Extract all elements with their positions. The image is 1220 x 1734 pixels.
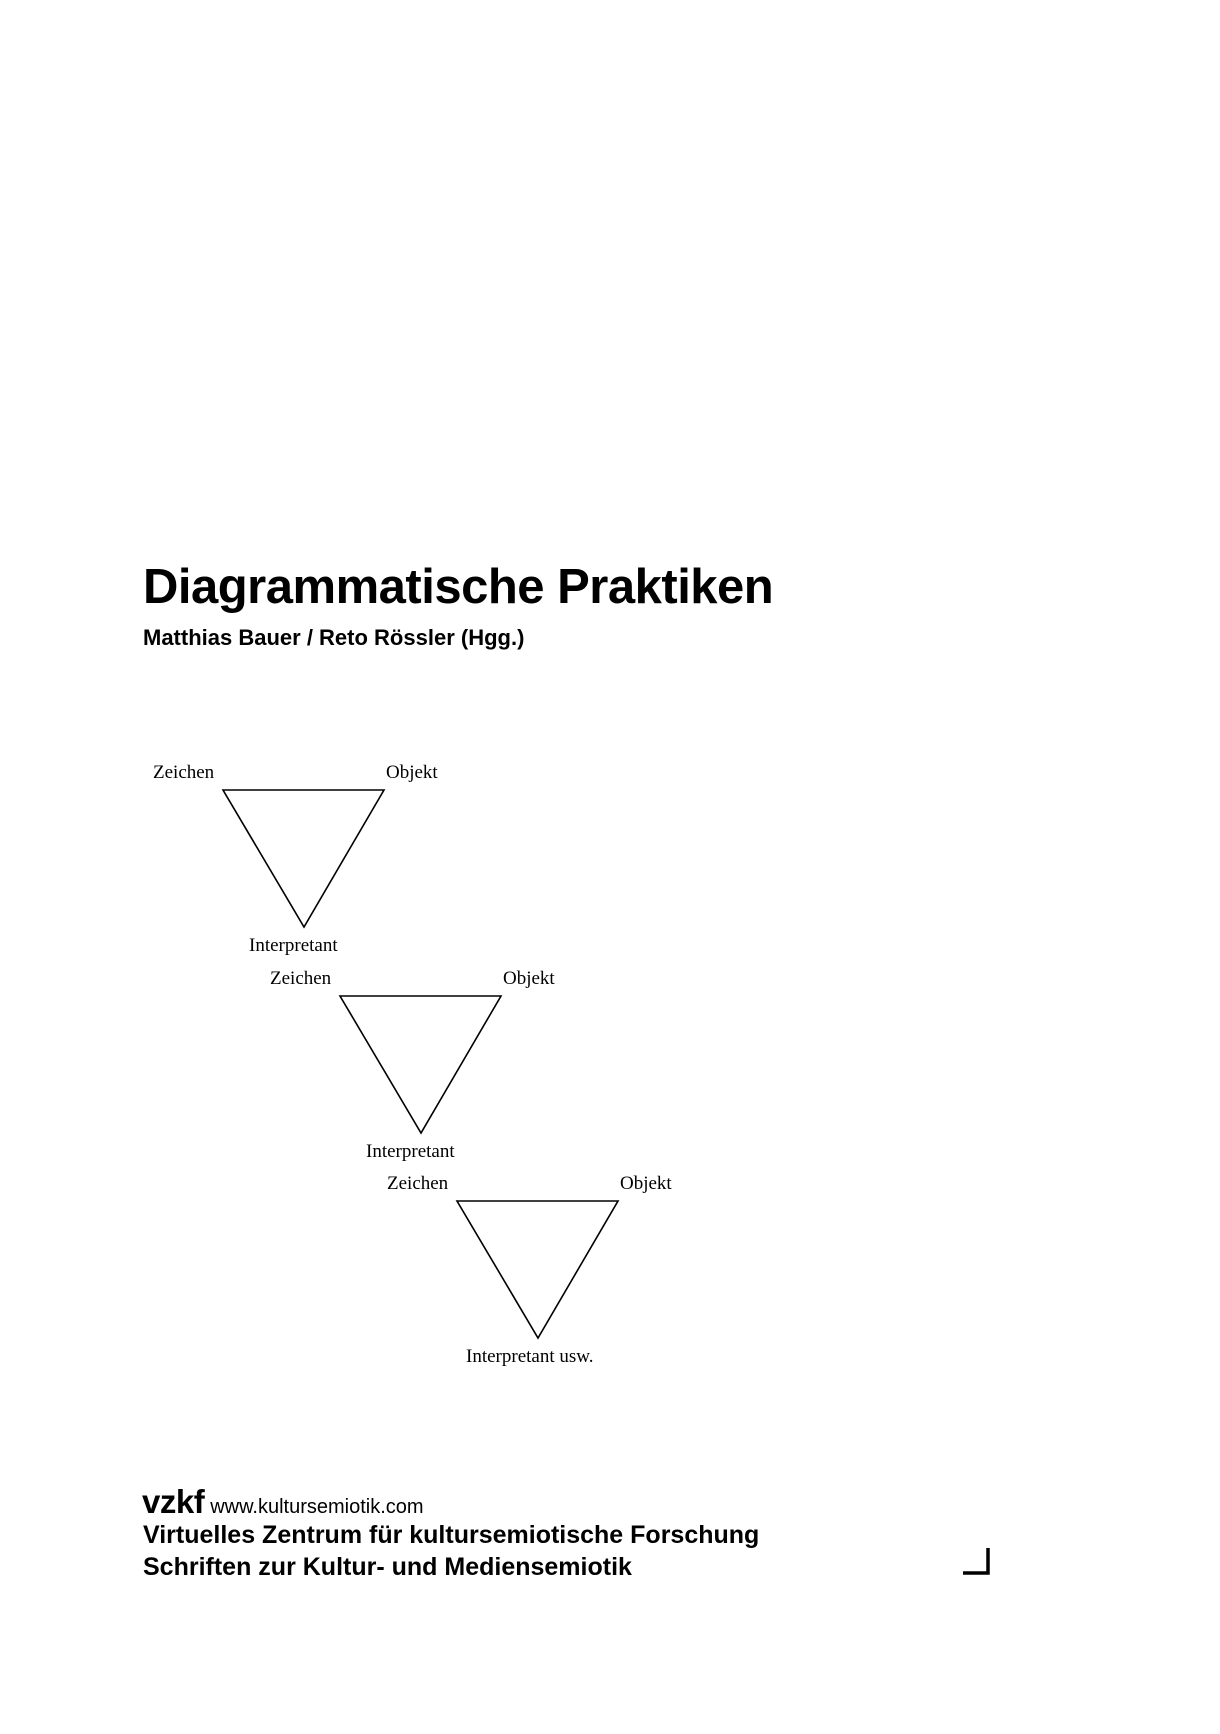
triangle-1-object-label: Objekt	[386, 762, 438, 783]
publisher-short-name: vzkf	[142, 1483, 205, 1520]
triangle-3-shape	[457, 1201, 618, 1338]
publisher-brand	[142, 1485, 424, 1518]
publisher-full-name: Virtuelles Zentrum für kultursemiotische Forschung	[143, 1521, 760, 1549]
triangle-2-interpretant-label: Interpretant	[366, 1141, 455, 1162]
book-editors: Matthias Bauer / Reto Rössler (Hgg.)	[143, 625, 525, 650]
triangle-2-shape	[340, 996, 501, 1133]
triangle-1-interpretant-label: Interpretant	[249, 935, 338, 956]
semiotic-triangle-3	[387, 1173, 672, 1367]
series-name: Schriften zur Kultur- und Mediensemiotik	[143, 1553, 632, 1581]
triangle-2-object-label: Objekt	[503, 968, 555, 989]
book-title: Diagrammatische Praktiken	[143, 560, 774, 614]
triangle-3-sign-label: Zeichen	[387, 1173, 449, 1194]
semiotic-triangle-1	[153, 762, 438, 956]
publisher-url: www.kultursemiotik.com	[210, 1496, 424, 1518]
triangle-2-sign-label: Zeichen	[270, 968, 332, 989]
triangle-1-shape	[223, 790, 384, 927]
triangle-3-interpretant-label: Interpretant usw.	[466, 1346, 594, 1367]
semiotic-triangle-2	[270, 968, 555, 1162]
corner-mark-icon	[961, 1546, 991, 1576]
triangle-3-object-label: Objekt	[620, 1173, 672, 1194]
triangle-1-sign-label: Zeichen	[153, 762, 215, 783]
